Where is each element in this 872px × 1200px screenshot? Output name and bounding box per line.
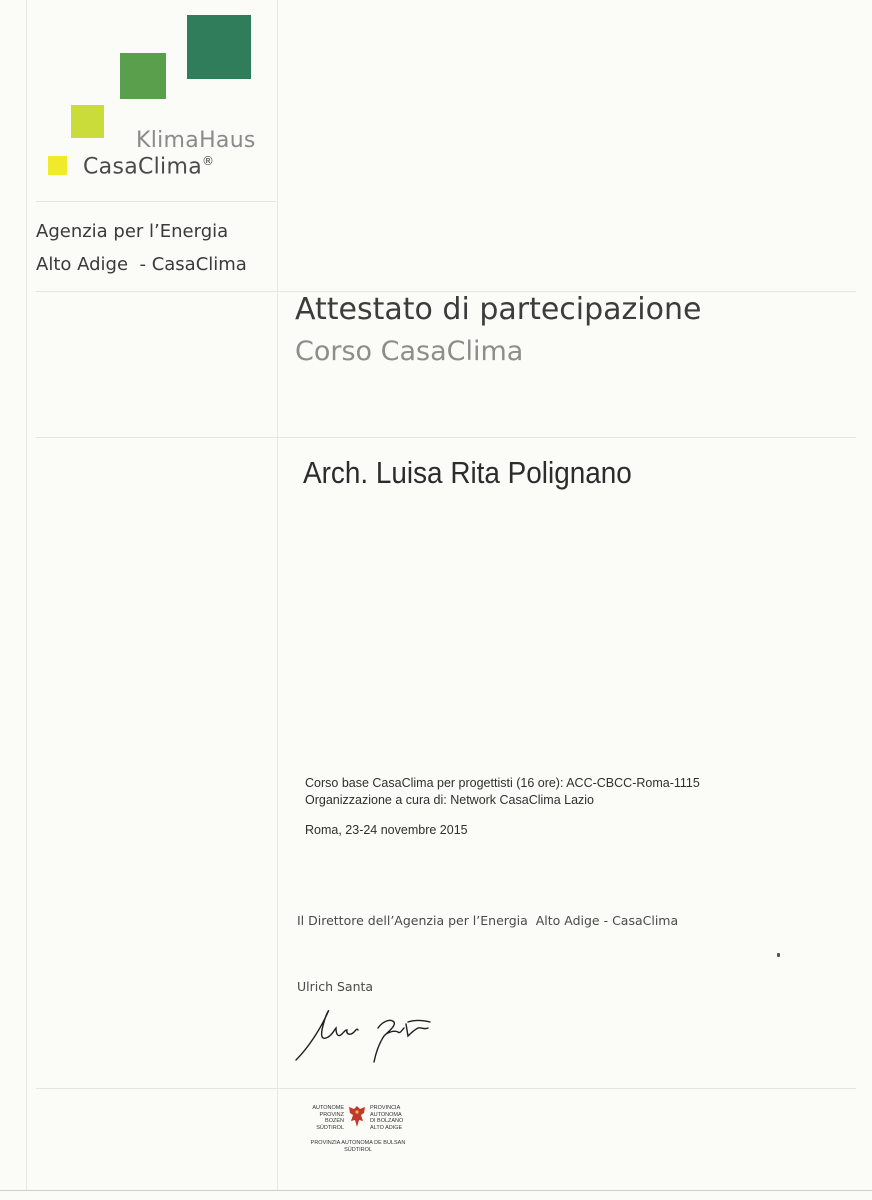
bottom-edge <box>0 1190 872 1191</box>
registered-mark: ® <box>201 154 215 168</box>
seal-ladin-text: PROVINZIA AUTONOMA DE BULSAN SÜDTIROL <box>310 1140 406 1153</box>
place-date: Roma, 23-24 novembre 2015 <box>305 823 468 837</box>
certificate-subtitle: Corso CasaClima <box>295 336 524 367</box>
course-details <box>305 775 700 809</box>
certificate-title: Attestato di partecipazione <box>295 292 702 327</box>
scan-speck <box>777 953 780 957</box>
recipient-name: Arch. Luisa Rita Polignano <box>303 455 632 490</box>
agency-name <box>36 215 247 281</box>
logo-square-mid-green <box>120 53 166 99</box>
logo-casaclima-text: CasaClima <box>83 154 202 180</box>
left-column-divider <box>277 0 278 1190</box>
logo-klimahaus: KlimaHaus <box>136 128 256 153</box>
agency-line-1: Agenzia per l’Energia <box>36 221 229 242</box>
logo-divider <box>36 201 276 202</box>
logo-square-lime <box>71 105 104 138</box>
logo-casaclima <box>83 154 214 179</box>
signer-name: Ulrich Santa <box>297 979 374 994</box>
title-divider <box>36 437 856 438</box>
province-seal <box>296 1102 420 1158</box>
left-margin-line <box>26 0 27 1190</box>
organization-line: Organizzazione a cura di: Network CasaClima Lazio <box>305 793 595 807</box>
logo-square-dark-green <box>187 15 251 79</box>
eagle-coat-of-arms-icon <box>347 1103 367 1131</box>
seal-italian-text: PROVINCIA AUTONOMA DI BOLZANO ALTO ADIGE <box>370 1105 404 1131</box>
agency-line-2: Alto Adige - CasaClima <box>36 254 247 275</box>
handwritten-signature <box>290 1000 440 1066</box>
seal-german-text: AUTONOME PROVINZ BOZEN SÜDTIROL <box>312 1105 344 1131</box>
footer-divider <box>36 1088 856 1089</box>
logo-square-yellow <box>48 156 67 175</box>
director-title: Il Direttore dell’Agenzia per l’Energia Alto Adige - CasaClima <box>297 913 679 928</box>
course-line: Corso base CasaClima per progettisti (16 ore): ACC-CBCC-Roma-1115 <box>305 776 700 790</box>
